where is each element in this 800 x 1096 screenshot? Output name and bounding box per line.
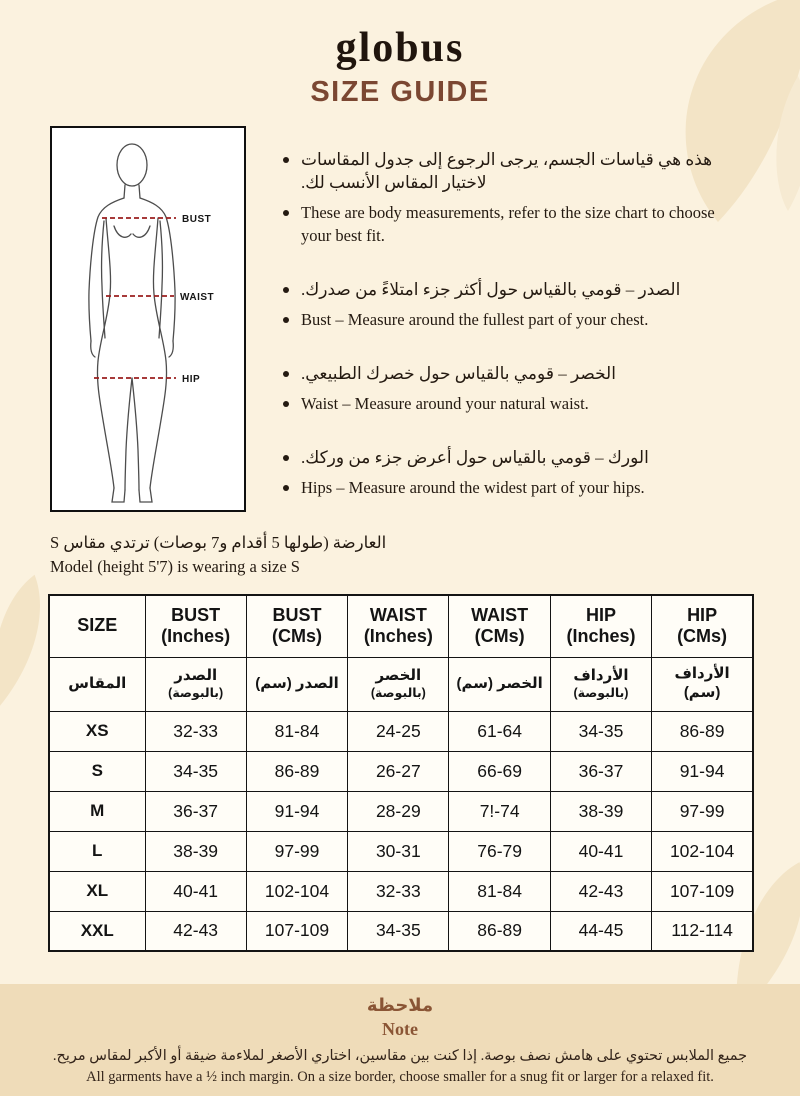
header-cell-hip-in-ar: الأرداف (بالبوصة) xyxy=(550,657,651,711)
value-cell: 30-31 xyxy=(348,831,449,871)
bullet-dot-icon xyxy=(283,371,289,377)
body-measurement-diagram xyxy=(50,126,246,512)
header-cell-size: SIZE xyxy=(49,595,145,657)
table-row-s xyxy=(49,751,753,791)
value-cell: 40-41 xyxy=(145,871,246,911)
value-cell: 107-109 xyxy=(246,911,347,951)
note-body-arabic: جميع الملابس تحتوي على هامش نصف بوصة. إذا كنت بين مقاسين، اختاري الأصغر لملاءمة ضيقة أو الأكبر لمقاس مريح. xyxy=(52,1048,748,1064)
bullet-dot-icon xyxy=(283,317,289,323)
instruction-group-general xyxy=(283,148,730,247)
bullet-dot-icon xyxy=(283,401,289,407)
value-cell: 102-104 xyxy=(246,871,347,911)
bust-line-label: BUST xyxy=(182,214,212,225)
instruction-hip-ar: الورك – قومي بالقياس حول أعرض جزء من وركك. xyxy=(301,448,649,467)
value-cell: 38-39 xyxy=(550,791,651,831)
value-cell: 32-33 xyxy=(145,711,246,751)
note-title-english: Note xyxy=(382,1019,418,1039)
value-cell: 36-37 xyxy=(550,751,651,791)
instruction-bust-ar: الصدر – قومي بالقياس حول أكثر جزء امتلاءً من صدرك. xyxy=(301,280,681,299)
value-cell: 36-37 xyxy=(145,791,246,831)
model-note xyxy=(50,531,386,579)
instruction-general-en: These are body measurements, refer to the size chart to choose your best fit. xyxy=(301,203,715,245)
header-cell-bust-in: BUST (Inches) xyxy=(145,595,246,657)
header-cell-size-ar: المقاس xyxy=(49,657,145,711)
value-cell: 66-69 xyxy=(449,751,550,791)
value-cell: 34-35 xyxy=(348,911,449,951)
value-cell: 34-35 xyxy=(550,711,651,751)
page-title: SIZE GUIDE xyxy=(310,76,490,108)
value-cell: 40-41 xyxy=(550,831,651,871)
instruction-waist-ar: الخصر – قومي بالقياس حول خصرك الطبيعي. xyxy=(301,364,616,383)
note-section xyxy=(0,984,800,1096)
brand-logo: globus xyxy=(335,25,465,71)
header-cell-hip-cm-ar: الأرداف (سم) xyxy=(652,657,753,711)
value-cell: 81-84 xyxy=(449,871,550,911)
table-row-l xyxy=(49,831,753,871)
instruction-group-bust xyxy=(283,278,730,331)
size-cell: M xyxy=(49,791,145,831)
table-row-xxl xyxy=(49,911,753,951)
value-cell: 76-79 xyxy=(449,831,550,871)
table-row-xl xyxy=(49,871,753,911)
value-cell: 86-89 xyxy=(246,751,347,791)
size-cell: S xyxy=(49,751,145,791)
table-row-xs xyxy=(49,711,753,751)
value-cell: 44-45 xyxy=(550,911,651,951)
bullet-dot-icon xyxy=(283,157,289,163)
size-chart-table xyxy=(48,594,754,952)
figure-outline xyxy=(89,144,175,502)
size-cell: L xyxy=(49,831,145,871)
value-cell: 42-43 xyxy=(145,911,246,951)
note-title-arabic: ملاحظة xyxy=(366,995,434,1015)
instruction-hip-en: Hips – Measure around the widest part of your hips. xyxy=(301,478,645,497)
header-cell-waist-in-ar: الخصر (بالبوصة) xyxy=(348,657,449,711)
header-cell-waist-cm: WAIST (CMs) xyxy=(449,595,550,657)
header-cell-bust-in-ar: الصدر (بالبوصة) xyxy=(145,657,246,711)
measurement-lines xyxy=(94,218,176,378)
value-cell: 112-114 xyxy=(652,911,753,951)
instruction-group-waist xyxy=(283,362,730,415)
value-cell: 34-35 xyxy=(145,751,246,791)
leaf-decoration-left xyxy=(0,572,50,714)
value-cell: 86-89 xyxy=(449,911,550,951)
bullet-dot-icon xyxy=(283,287,289,293)
value-cell: 24-25 xyxy=(348,711,449,751)
value-cell: 86-89 xyxy=(652,711,753,751)
value-cell: 32-33 xyxy=(348,871,449,911)
table-row-m xyxy=(49,791,753,831)
size-cell: XS xyxy=(49,711,145,751)
bullet-dot-icon xyxy=(283,210,289,216)
table-header-row-english xyxy=(49,595,753,657)
measurement-instructions xyxy=(283,148,730,530)
model-note-en: Model (height 5'7) is wearing a size S xyxy=(50,557,300,576)
waist-line-label: WAIST xyxy=(180,292,215,303)
instruction-waist-en: Waist – Measure around your natural waist. xyxy=(301,394,589,413)
header-cell-bust-cm: BUST (CMs) xyxy=(246,595,347,657)
header-cell-waist-in: WAIST (Inches) xyxy=(348,595,449,657)
instruction-group-hip xyxy=(283,446,730,499)
note-body-english: All garments have a ½ inch margin. On a size border, choose smaller for a snug fit or larger for a relaxed fit. xyxy=(86,1069,714,1085)
header-cell-hip-in: HIP (Inches) xyxy=(550,595,651,657)
bullet-dot-icon xyxy=(283,485,289,491)
value-cell: 102-104 xyxy=(652,831,753,871)
value-cell: 28-29 xyxy=(348,791,449,831)
value-cell: 107-109 xyxy=(652,871,753,911)
value-cell: 91-94 xyxy=(246,791,347,831)
hip-line-label: HIP xyxy=(182,374,201,385)
header-cell-waist-cm-ar: الخصر (سم) xyxy=(449,657,550,711)
value-cell: 97-99 xyxy=(246,831,347,871)
value-cell: 42-43 xyxy=(550,871,651,911)
instruction-bust-en: Bust – Measure around the fullest part of your chest. xyxy=(301,310,649,329)
instruction-general-ar: هذه هي قياسات الجسم، يرجى الرجوع إلى جدول المقاسات لاختيار المقاس الأنسب لك. xyxy=(301,150,713,192)
value-cell: 7!-74 xyxy=(449,791,550,831)
header-cell-bust-cm-ar: الصدر (سم) xyxy=(246,657,347,711)
value-cell: 61-64 xyxy=(449,711,550,751)
size-cell: XXL xyxy=(49,911,145,951)
value-cell: 26-27 xyxy=(348,751,449,791)
value-cell: 81-84 xyxy=(246,711,347,751)
table-header-row-arabic xyxy=(49,657,753,711)
header-cell-hip-cm: HIP (CMs) xyxy=(652,595,753,657)
value-cell: 91-94 xyxy=(652,751,753,791)
size-cell: XL xyxy=(49,871,145,911)
value-cell: 38-39 xyxy=(145,831,246,871)
body-figure-illustration xyxy=(52,128,244,510)
value-cell: 97-99 xyxy=(652,791,753,831)
bullet-dot-icon xyxy=(283,455,289,461)
model-note-ar: العارضة (طولها 5 أقدام و7 بوصات) ترتدي مقاس S xyxy=(50,533,387,552)
